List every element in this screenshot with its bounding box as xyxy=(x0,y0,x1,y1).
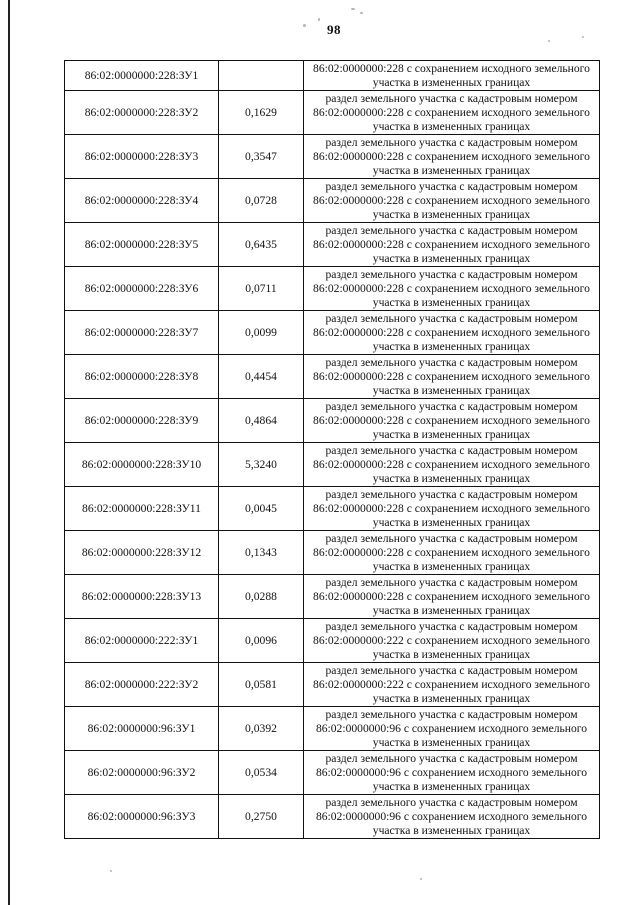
parcel-area-cell: 0,0392 xyxy=(219,707,304,751)
table-row xyxy=(65,267,600,311)
scan-speck xyxy=(318,18,320,21)
land-parcel-table-body xyxy=(65,61,600,839)
parcel-number-cell: 86:02:0000000:228:ЗУ11 xyxy=(65,487,219,531)
scan-speck xyxy=(110,870,112,872)
parcel-area-cell: 0,0534 xyxy=(219,751,304,795)
parcel-description-cell: раздел земельного участка с кадастровым номером 86:02:0000000:222 с сохранением исходного земельного участка в измененных границах xyxy=(304,663,600,707)
scan-speck xyxy=(360,12,363,14)
parcel-area-cell: 0,0045 xyxy=(219,487,304,531)
parcel-description-cell: раздел земельного участка с кадастровым номером 86:02:0000000:96 с сохранением исходного земельного участка в измененных границах xyxy=(304,751,600,795)
table-row xyxy=(65,91,600,135)
parcel-description-cell: раздел земельного участка с кадастровым номером 86:02:0000000:228 с сохранением исходного земельного участка в измененных границах xyxy=(304,575,600,619)
parcel-number-cell: 86:02:0000000:228:ЗУ13 xyxy=(65,575,219,619)
parcel-number-cell: 86:02:0000000:228:ЗУ9 xyxy=(65,399,219,443)
parcel-description-cell: раздел земельного участка с кадастровым номером 86:02:0000000:228 с сохранением исходного земельного участка в измененных границах xyxy=(304,487,600,531)
parcel-description-cell: раздел земельного участка с кадастровым номером 86:02:0000000:228 с сохранением исходного земельного участка в измененных границах xyxy=(304,531,600,575)
parcel-area-cell: 0,2750 xyxy=(219,795,304,839)
parcel-description-cell: раздел земельного участка с кадастровым номером 86:02:0000000:228 с сохранением исходного земельного участка в измененных границах xyxy=(304,223,600,267)
table-row xyxy=(65,135,600,179)
parcel-number-cell: 86:02:0000000:228:ЗУ6 xyxy=(65,267,219,311)
parcel-description-cell: раздел земельного участка с кадастровым номером 86:02:0000000:96 с сохранением исходного земельного участка в измененных границах xyxy=(304,795,600,839)
table-row xyxy=(65,355,600,399)
table-row xyxy=(65,575,600,619)
land-parcel-table xyxy=(64,60,600,839)
parcel-description-cell: раздел земельного участка с кадастровым номером 86:02:0000000:96 с сохранением исходного земельного участка в измененных границах xyxy=(304,707,600,751)
table-row xyxy=(65,399,600,443)
parcel-area-cell: 5,3240 xyxy=(219,443,304,487)
parcel-area-cell: 0,1343 xyxy=(219,531,304,575)
parcel-description-cell: раздел земельного участка с кадастровым номером 86:02:0000000:228 с сохранением исходного земельного участка в измененных границах xyxy=(304,91,600,135)
table-row xyxy=(65,795,600,839)
scan-speck xyxy=(420,878,422,880)
parcel-description-cell: раздел земельного участка с кадастровым номером 86:02:0000000:228 с сохранением исходного земельного участка в измененных границах xyxy=(304,135,600,179)
parcel-number-cell: 86:02:0000000:228:ЗУ8 xyxy=(65,355,219,399)
parcel-area-cell xyxy=(219,61,304,91)
parcel-number-cell: 86:02:0000000:228:ЗУ4 xyxy=(65,179,219,223)
parcel-number-cell: 86:02:0000000:228:ЗУ2 xyxy=(65,91,219,135)
table-row xyxy=(65,223,600,267)
table-row xyxy=(65,531,600,575)
parcel-description-cell: раздел земельного участка с кадастровым номером 86:02:0000000:228 с сохранением исходного земельного участка в измененных границах xyxy=(304,179,600,223)
parcel-number-cell: 86:02:0000000:228:ЗУ12 xyxy=(65,531,219,575)
parcel-description-cell: 86:02:0000000:228 с сохранением исходного земельного участка в измененных границах xyxy=(304,61,600,91)
parcel-area-cell: 0,6435 xyxy=(219,223,304,267)
parcel-number-cell: 86:02:0000000:228:ЗУ5 xyxy=(65,223,219,267)
table-row xyxy=(65,707,600,751)
parcel-area-cell: 0,0728 xyxy=(219,179,304,223)
parcel-description-cell: раздел земельного участка с кадастровым номером 86:02:0000000:228 с сохранением исходного земельного участка в измененных границах xyxy=(304,443,600,487)
scan-speck xyxy=(351,8,355,10)
scan-speck xyxy=(582,36,584,38)
parcel-number-cell: 86:02:0000000:228:ЗУ7 xyxy=(65,311,219,355)
parcel-number-cell: 86:02:0000000:228:ЗУ1 xyxy=(65,61,219,91)
table-row xyxy=(65,619,600,663)
parcel-area-cell: 0,1629 xyxy=(219,91,304,135)
parcel-description-cell: раздел земельного участка с кадастровым номером 86:02:0000000:228 с сохранением исходного земельного участка в измененных границах xyxy=(304,355,600,399)
parcel-number-cell: 86:02:0000000:228:ЗУ10 xyxy=(65,443,219,487)
parcel-number-cell: 86:02:0000000:222:ЗУ1 xyxy=(65,619,219,663)
scan-speck xyxy=(303,24,306,27)
parcel-number-cell: 86:02:0000000:96:ЗУ2 xyxy=(65,751,219,795)
table-row xyxy=(65,179,600,223)
parcel-area-cell: 0,3547 xyxy=(219,135,304,179)
table-row xyxy=(65,443,600,487)
parcel-number-cell: 86:02:0000000:222:ЗУ2 xyxy=(65,663,219,707)
scan-left-edge-line xyxy=(8,0,10,905)
table-row xyxy=(65,311,600,355)
parcel-area-cell: 0,4454 xyxy=(219,355,304,399)
parcel-description-cell: раздел земельного участка с кадастровым номером 86:02:0000000:222 с сохранением исходного земельного участка в измененных границах xyxy=(304,619,600,663)
table-row xyxy=(65,487,600,531)
parcel-area-cell: 0,4864 xyxy=(219,399,304,443)
parcel-description-cell: раздел земельного участка с кадастровым номером 86:02:0000000:228 с сохранением исходного земельного участка в измененных границах xyxy=(304,267,600,311)
table-row xyxy=(65,663,600,707)
scan-speck xyxy=(548,40,550,42)
table-row xyxy=(65,751,600,795)
page-number: 98 xyxy=(327,22,341,37)
parcel-number-cell: 86:02:0000000:228:ЗУ3 xyxy=(65,135,219,179)
parcel-area-cell: 0,0096 xyxy=(219,619,304,663)
parcel-area-cell: 0,0288 xyxy=(219,575,304,619)
parcel-number-cell: 86:02:0000000:96:ЗУ3 xyxy=(65,795,219,839)
parcel-area-cell: 0,0581 xyxy=(219,663,304,707)
parcel-area-cell: 0,0711 xyxy=(219,267,304,311)
parcel-description-cell: раздел земельного участка с кадастровым номером 86:02:0000000:228 с сохранением исходного земельного участка в измененных границах xyxy=(304,311,600,355)
parcel-number-cell: 86:02:0000000:96:ЗУ1 xyxy=(65,707,219,751)
parcel-description-cell: раздел земельного участка с кадастровым номером 86:02:0000000:228 с сохранением исходного земельного участка в измененных границах xyxy=(304,399,600,443)
parcel-area-cell: 0,0099 xyxy=(219,311,304,355)
table-row xyxy=(65,61,600,91)
